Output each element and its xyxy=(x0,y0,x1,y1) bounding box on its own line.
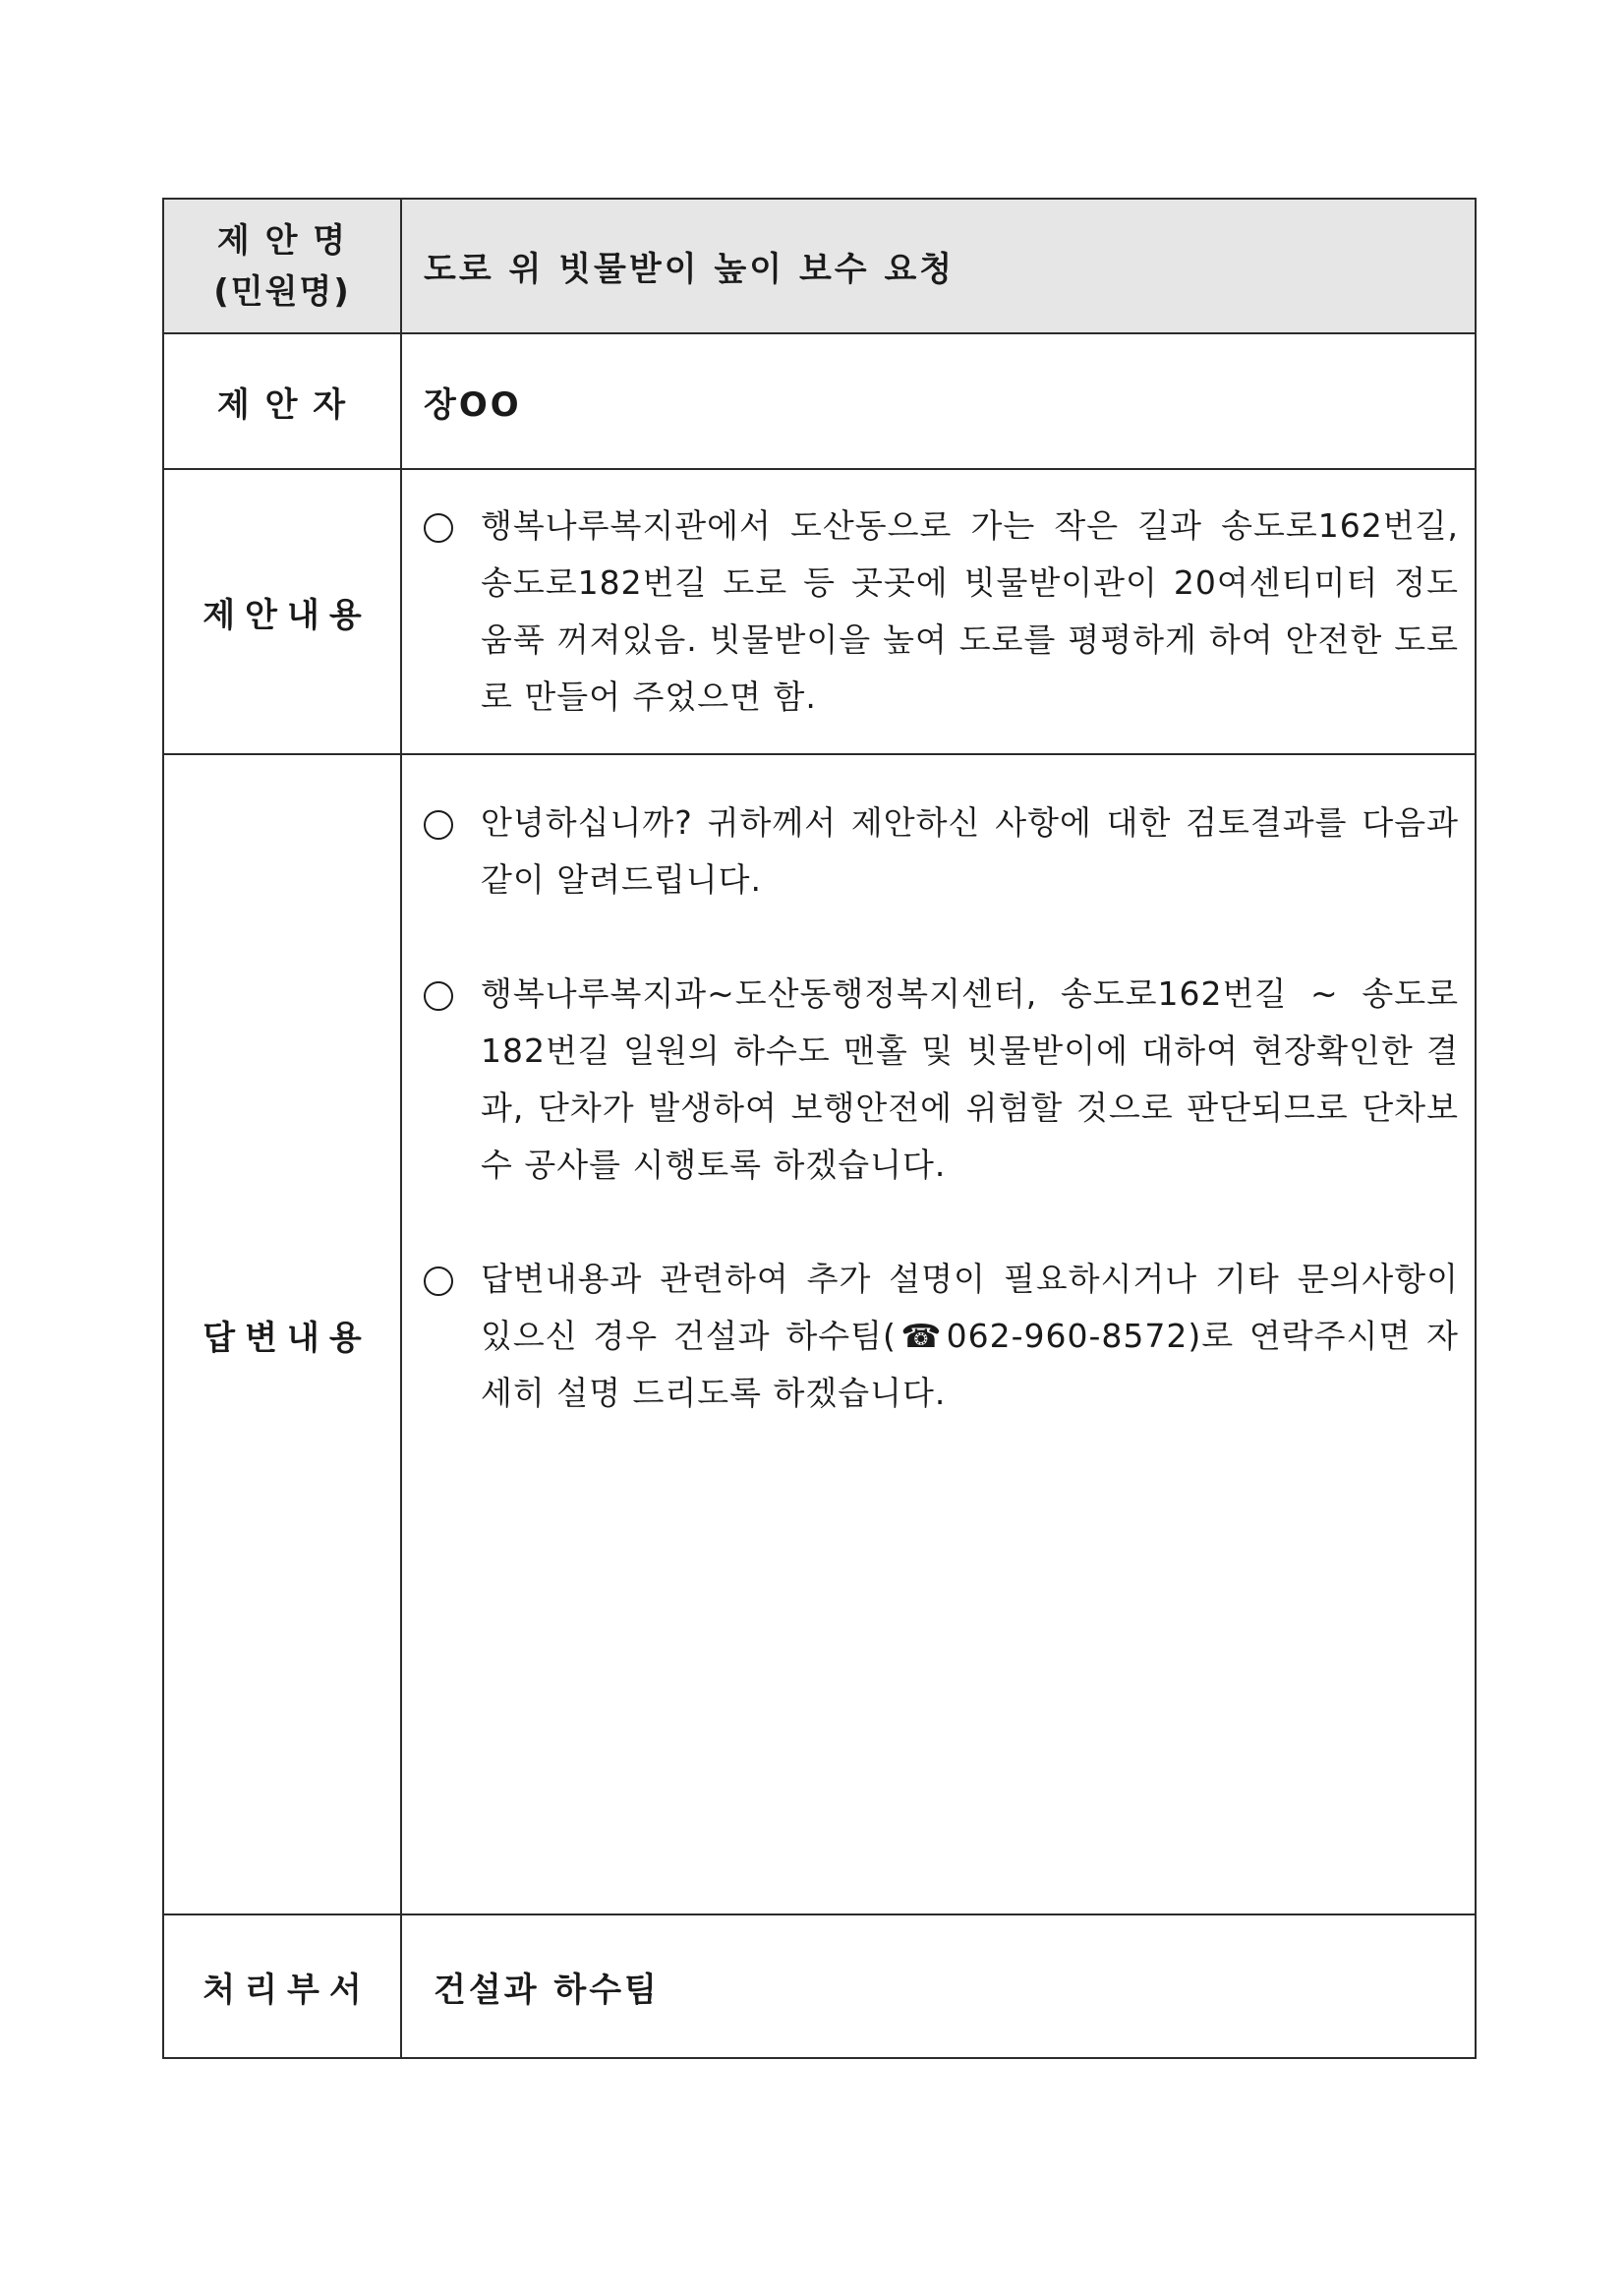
title-label-line2: (민원명) xyxy=(213,271,351,312)
department-value: 건설과 하수팀 xyxy=(401,1914,1476,2058)
bullet-circle-icon xyxy=(424,810,453,840)
proposer-label: 제 안 자 xyxy=(163,333,401,469)
answer-paragraphs xyxy=(424,795,1459,1422)
answer-paragraph-text: 행복나루복지과~도산동행정복지센터, 송도로162번길 ~ 송도로182번길 일원의 하수도 맨홀 및 빗물받이에 대하여 현장확인한 결과, 단차가 발생하여 보행안전에 위험할 것으로 판단되므로 단차보수 공사를 시행토록 하겠습니다. xyxy=(481,974,1459,1184)
answer-label: 답변내용 xyxy=(163,754,401,1914)
answer-value xyxy=(401,754,1476,1914)
title-row xyxy=(163,199,1476,333)
proposal-form-table xyxy=(162,198,1477,2059)
bullet-circle-icon xyxy=(424,1266,453,1296)
answer-box xyxy=(402,755,1475,1913)
title-label xyxy=(163,199,401,333)
content-paragraph-text: 행복나루복지관에서 도산동으로 가는 작은 길과 송도로162번길, 송도로182번길 도로 등 곳곳에 빗물받이관이 20여센티미터 정도 움푹 꺼져있음. 빗물받이을 높여 도로를 평평하게 하여 안전한 도로로 만들어 주었으면 함. xyxy=(481,506,1459,716)
content-value xyxy=(401,469,1476,754)
department-row xyxy=(163,1914,1476,2058)
content-paragraph xyxy=(424,498,1459,726)
answer-paragraph-text: 안녕하십니까? 귀하께서 제안하신 사항에 대한 검토결과를 다음과 같이 알려드립니다. xyxy=(481,803,1459,899)
content-label: 제안내용 xyxy=(163,469,401,754)
proposer-row xyxy=(163,333,1476,469)
answer-paragraph xyxy=(424,795,1459,909)
title-label-line1: 제 안 명 xyxy=(216,220,348,261)
answer-row xyxy=(163,754,1476,1914)
content-row xyxy=(163,469,1476,754)
department-label: 처리부서 xyxy=(163,1914,401,2058)
answer-paragraph-text: 답변내용과 관련하여 추가 설명이 필요하시거나 기타 문의사항이 있으신 경우 건설과 하수팀(☎062-960-8572)로 연락주시면 자세히 설명 드리도록 하겠습니다. xyxy=(481,1260,1459,1412)
answer-paragraph xyxy=(424,966,1459,1194)
bullet-circle-icon xyxy=(424,513,453,543)
bullet-circle-icon xyxy=(424,981,453,1011)
title-value: 도로 위 빗물받이 높이 보수 요청 xyxy=(401,199,1476,333)
answer-paragraph xyxy=(424,1251,1459,1422)
proposer-value: 장OO xyxy=(401,333,1476,469)
